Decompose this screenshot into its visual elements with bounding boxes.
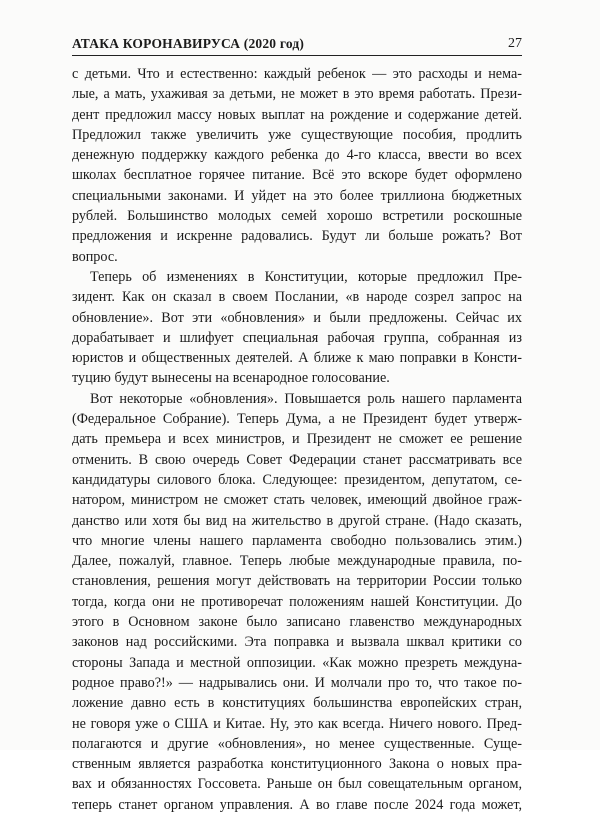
body-text xyxy=(72,64,522,815)
text-line: вах и обязанностях Госсовета. Раньше он был совещательным органом, xyxy=(72,776,522,793)
text-line: не говоря уже о США и Китае. Ну, это как всегда. Ничего нового. Пред- xyxy=(72,715,522,732)
text-line: юристов и общественных деятелей. А ближе к маю поправки в Консти- xyxy=(72,350,522,367)
text-line: законов над российскими. Эта поправка и вызвала шквал критики со xyxy=(72,634,522,651)
text-line: Предложил также увеличить уже существующие пособия, продлить xyxy=(72,126,522,143)
text-line: теперь станет органом управления. А во главе после 2024 года может, xyxy=(72,796,522,813)
text-line: зидент. Как он сказал в своем Послании, «в народе созрел запрос на xyxy=(72,289,522,306)
text-line: кандидатуры силового блока. Следующее: президентом, депутатом, се- xyxy=(72,471,522,488)
text-line: натором, министром не сможет стать человек, имеющий двойное граж- xyxy=(72,492,522,509)
text-line: Далее, пожалуй, главное. Теперь любые международные правила, по- xyxy=(72,553,522,570)
text-line: школах бесплатное горячее питание. Всё это вскоре будет оформлено xyxy=(72,167,522,184)
paragraph xyxy=(72,64,522,267)
text-line: с детьми. Что и естественно: каждый ребенок — это расходы и нема- xyxy=(72,66,522,82)
page-number: 27 xyxy=(508,36,522,51)
text-line: (Федеральное Собрание). Теперь Дума, а не Президент будет утверж- xyxy=(72,411,522,428)
text-line: специальными законами. И уйдет на это более триллиона бюджетных xyxy=(72,187,522,204)
text-line: отменить. В свою очередь Совет Федерации станет рассматривать все xyxy=(72,451,522,468)
text-line: становления, решения могут действовать на территории России только xyxy=(72,573,522,590)
text-line: вопрос. xyxy=(72,248,118,265)
text-line: обновление». Вот эти «обновления» и были предложены. Сейчас их xyxy=(72,309,522,326)
text-line: полагаются и другие «обновления», но менее существенные. Суще- xyxy=(72,735,522,752)
text-line: дорабатывает и шлифует специальная рабочая группа, собранная из xyxy=(72,329,522,346)
text-line: данство или хотя бы вид на жительство в другой стране. (Надо сказать, xyxy=(72,512,522,529)
paragraph xyxy=(72,389,522,815)
chapter-title: АТАКА КОРОНАВИРУСА (2020 год) xyxy=(72,36,305,51)
text-line: Вот некоторые «обновления». Повышается роль нашего парламента xyxy=(90,390,522,407)
text-line: предложения и искренне радовались. Будут ли больше рожать? Вот xyxy=(72,228,522,245)
text-line: тогда, когда они не противоречат положениям нашей Конституции. До xyxy=(72,593,522,610)
text-line: ложение давно есть в конституциях большинства европейских стран, xyxy=(72,695,522,712)
text-line: родное право?!» — надрывались они. И молчали про то, что такое по- xyxy=(72,674,522,691)
text-line: дент предложил массу новых выплат на рождение и содержание детей. xyxy=(72,106,522,123)
running-header xyxy=(72,30,522,56)
text-line: этого в Основном законе было записано главенство международных xyxy=(72,614,522,631)
text-line: лые, а мать, ухаживая за детьми, не может в это время работать. Прези- xyxy=(72,86,522,103)
text-line: Теперь об изменениях в Конституции, которые предложил Пре- xyxy=(90,268,522,285)
paragraph xyxy=(72,267,522,389)
text-line: ственным является разработка конституционного Закона о новых пра- xyxy=(72,756,522,773)
text-line: рублей. Большинство молодых семей хорошо встретили роскошные xyxy=(72,208,522,225)
text-line: туцию будут вынесены на всенародное голосование. xyxy=(72,370,390,387)
text-line: стороны Запада и местной оппозиции. «Как можно презреть междуна- xyxy=(72,654,522,671)
text-line: что многие члены нашего парламента свободно пользовались этим.) xyxy=(72,532,522,549)
text-line: денежную поддержку каждого ребенка до 4-го класса, ввести во всех xyxy=(72,147,522,164)
text-line: дать премьера и всех министров, и Президент не сможет ее решение xyxy=(72,431,522,448)
